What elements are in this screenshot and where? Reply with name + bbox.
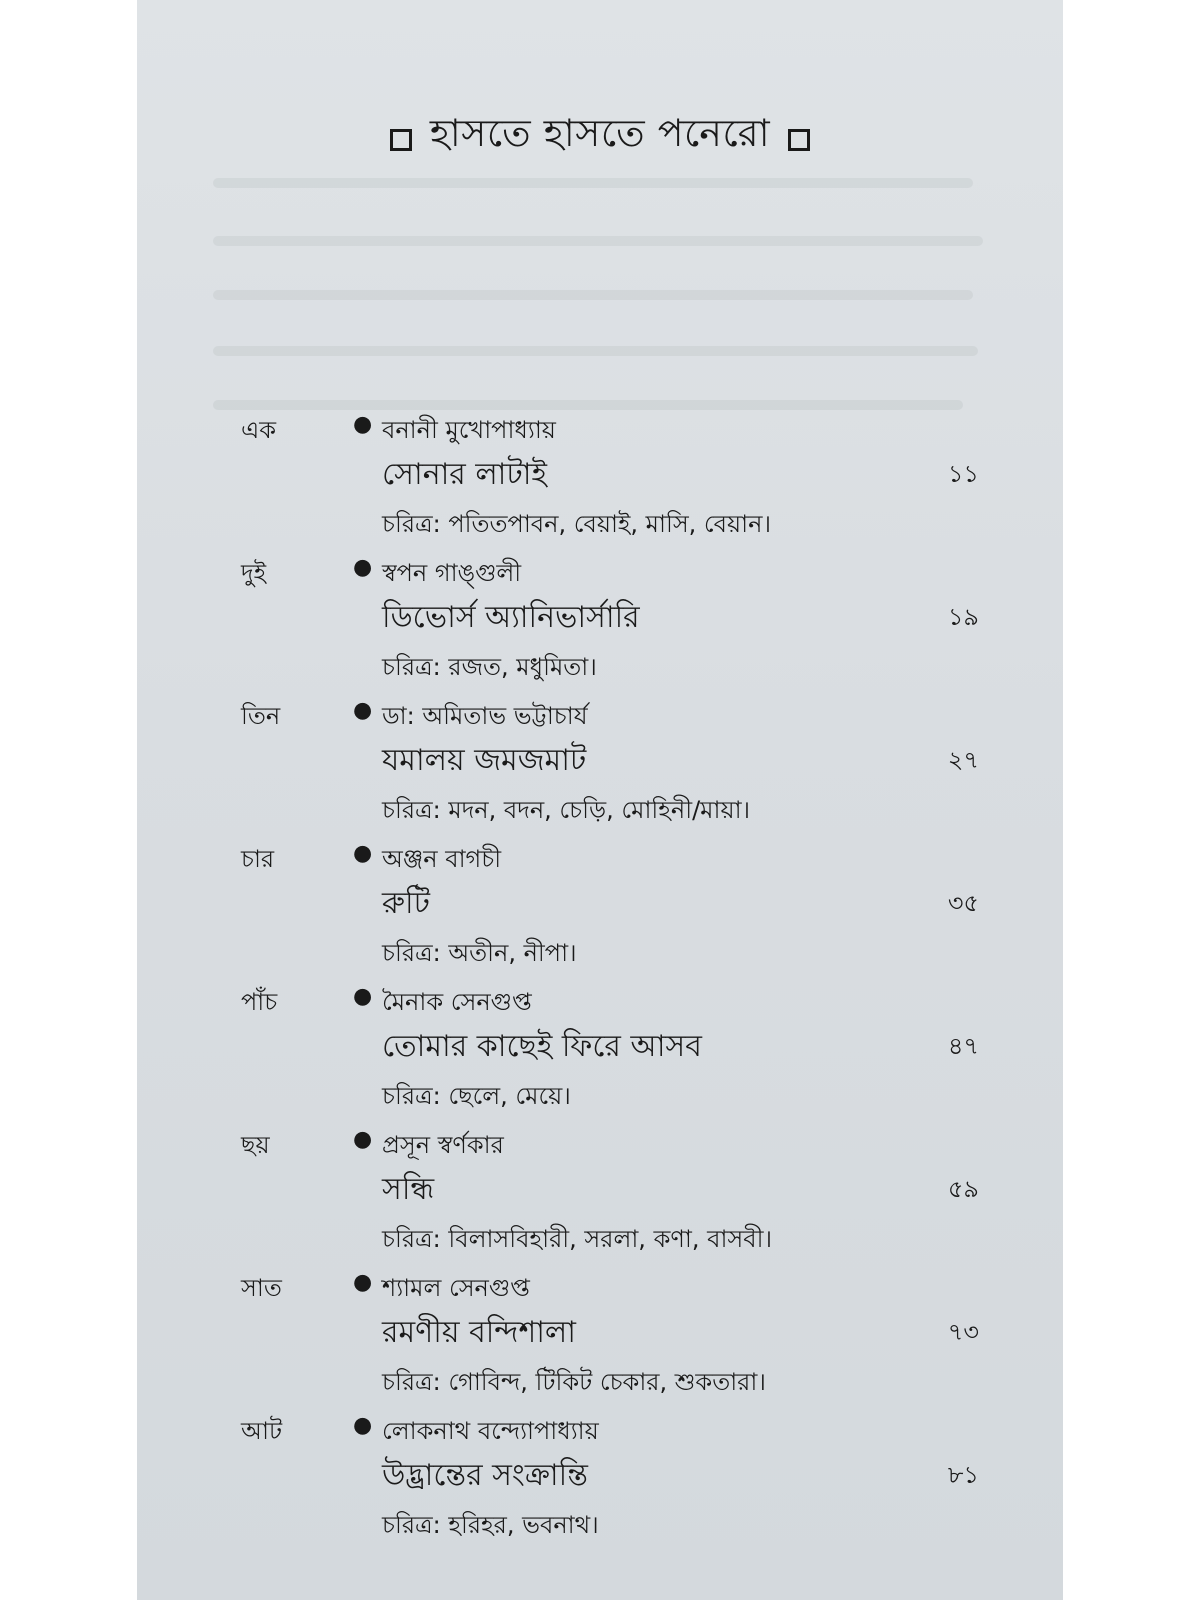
entry-story-title: উদ্ভ্রান্তের সংক্রান্তি xyxy=(382,1458,588,1493)
entry-page-number: ১৯ xyxy=(947,603,979,631)
entry-number: ছয় xyxy=(241,1131,270,1159)
square-ornament-icon xyxy=(788,129,810,151)
entry-characters: চরিত্র: হরিহর, ভবনাথ। xyxy=(382,1511,599,1539)
entry-page-number: ৫৯ xyxy=(947,1175,979,1203)
toc-entry-2 xyxy=(137,555,1063,695)
entry-characters: চরিত্র: রজত, মধুমিতা। xyxy=(382,653,597,681)
entry-story-title: রুটি xyxy=(382,886,430,921)
bullet-icon: ● xyxy=(353,1413,373,1438)
entry-story-title: ডিভোর্স অ্যানিভার্সারি xyxy=(382,600,640,635)
toc-entry-6 xyxy=(137,1127,1063,1267)
entry-page-number: ৭৩ xyxy=(947,1318,979,1346)
bullet-icon: ● xyxy=(353,1127,373,1152)
page-title-row xyxy=(137,104,1063,168)
entry-page-number: ৩৫ xyxy=(947,889,979,917)
bleed-through-line xyxy=(213,346,978,356)
entry-author: শ্যামল সেনগুপ্ত xyxy=(382,1274,530,1302)
entry-story-title: তোমার কাছেই ফিরে আসব xyxy=(382,1029,702,1064)
toc-entry-4 xyxy=(137,841,1063,981)
toc-entry-7 xyxy=(137,1270,1063,1410)
toc-entry-5 xyxy=(137,984,1063,1124)
entry-author: মৈনাক সেনগুপ্ত xyxy=(382,988,532,1016)
entry-characters: চরিত্র: গোবিন্দ, টিকিট চেকার, শুকতারা। xyxy=(382,1368,766,1396)
toc-entry-8 xyxy=(137,1413,1063,1553)
bullet-icon: ● xyxy=(353,984,373,1009)
entry-story-title: যমালয় জমজমাট xyxy=(382,743,587,778)
entry-number: চার xyxy=(241,845,275,873)
bleed-through-line xyxy=(213,236,983,246)
entry-number: সাত xyxy=(241,1274,282,1302)
entry-characters: চরিত্র: মদন, বদন, চেড়ি, মোহিনী/মায়া। xyxy=(382,796,751,824)
entry-page-number: ৮১ xyxy=(947,1461,979,1489)
bullet-icon: ● xyxy=(353,412,373,437)
entry-number: এক xyxy=(241,416,277,444)
entry-story-title: সোনার লাটাই xyxy=(382,457,548,492)
entry-characters: চরিত্র: ছেলে, মেয়ে। xyxy=(382,1082,571,1110)
entry-page-number: ২৭ xyxy=(947,746,979,774)
entry-number: আট xyxy=(241,1417,283,1445)
entry-author: অঞ্জন বাগচী xyxy=(382,845,502,873)
entry-number: তিন xyxy=(241,702,281,730)
entry-author: লোকনাথ বন্দ্যোপাধ্যায় xyxy=(382,1417,599,1445)
bleed-through-line xyxy=(213,290,973,300)
entry-characters: চরিত্র: অতীন, নীপা। xyxy=(382,939,577,967)
page-title: হাসতে হাসতে পনেরো xyxy=(429,111,771,155)
square-ornament-icon xyxy=(390,129,412,151)
bleed-through-line xyxy=(213,400,963,410)
entry-characters: চরিত্র: পতিতপাবন, বেয়াই, মাসি, বেয়ান। xyxy=(382,510,772,538)
entry-story-title: রমণীয় বন্দিশালা xyxy=(382,1315,576,1350)
entry-page-number: ১১ xyxy=(947,460,979,488)
entry-story-title: সন্ধি xyxy=(382,1172,435,1207)
entry-characters: চরিত্র: বিলাসবিহারী, সরলা, কণা, বাসবী। xyxy=(382,1225,773,1253)
bullet-icon: ● xyxy=(353,1270,373,1295)
bullet-icon: ● xyxy=(353,555,373,580)
entry-page-number: ৪৭ xyxy=(947,1032,979,1060)
entry-author: প্রসূন স্বর্ণকার xyxy=(382,1131,504,1159)
bullet-icon: ● xyxy=(353,841,373,866)
bleed-through-line xyxy=(213,178,973,188)
toc-entry-3 xyxy=(137,698,1063,838)
entry-author: স্বপন গাঙ্গুলী xyxy=(382,559,522,587)
bullet-icon: ● xyxy=(353,698,373,723)
entry-author: ডা: অমিতাভ ভট্টাচার্য xyxy=(382,702,588,730)
entry-number: দুই xyxy=(241,559,267,587)
toc-entry-1 xyxy=(137,412,1063,552)
entry-author: বনানী মুখোপাধ্যায় xyxy=(382,416,556,444)
entry-number: পাঁচ xyxy=(241,988,278,1016)
book-page xyxy=(137,0,1063,1600)
